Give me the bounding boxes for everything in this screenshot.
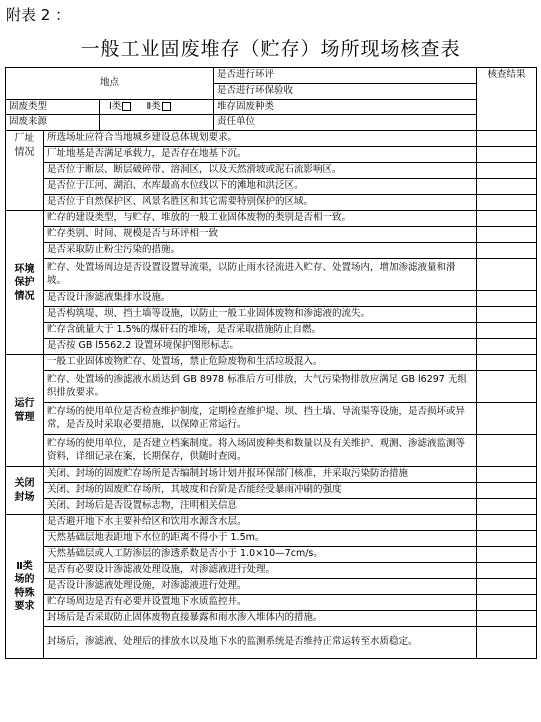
- result-cell[interactable]: [477, 147, 537, 163]
- check-item: 贮存的建设类型，与贮存、堆放的一般工业固体废物的类别是否相一致。: [44, 211, 477, 227]
- check-item: 是否构筑堤、坝、挡土墙等设施，以防止一般工业固体废物和渗滤液的流失。: [44, 307, 477, 323]
- check-item: 是否设计渗滤液处理设施，对渗滤液进行处理。: [44, 579, 477, 595]
- table-row: [6, 627, 537, 659]
- check-item: 是否位于自然保护区、风景名胜区和其它需要特别保护的区域。: [44, 195, 477, 211]
- table-row: [6, 227, 537, 243]
- waste-source-value: [100, 115, 214, 131]
- check-item: 关闭、封场后是否设置标志物，注明相关信息: [44, 499, 477, 515]
- result-cell[interactable]: [477, 403, 537, 435]
- result-cell[interactable]: [477, 355, 537, 371]
- check-item: 贮存场周边是否有必要并设置地下水质监控井。: [44, 595, 477, 611]
- result-cell[interactable]: [477, 547, 537, 563]
- result-cell[interactable]: [477, 627, 537, 659]
- result-cell[interactable]: [477, 307, 537, 323]
- result-cell[interactable]: [477, 163, 537, 179]
- check-item: 天然基础层或人工防渗层的渗透系数是否小于 1.0×10—7cm/s。: [44, 547, 477, 563]
- table-row: [6, 291, 537, 307]
- check-item: 是否设计渗滤液集排水设施。: [44, 291, 477, 307]
- type2-checkbox[interactable]: [162, 102, 171, 111]
- table-row: [6, 467, 537, 483]
- check-item: 是否有必要设计渗滤液处理设施，对渗滤液进行处理。: [44, 563, 477, 579]
- waste-type-label: 固废类型: [6, 99, 100, 115]
- check-item: 封场后，渗滤液、处理后的排放水以及地下水的监测系统是否维持正常运转至水质稳定。: [44, 627, 477, 659]
- check-item: 是否采取防止粉尘污染的措施。: [44, 243, 477, 259]
- table-row: [6, 483, 537, 499]
- table-row: [6, 211, 537, 227]
- check-item: 是否位于江河、湖泊、水库最高水位线以下的滩地和洪泛区。: [44, 179, 477, 195]
- result-cell[interactable]: [477, 131, 537, 147]
- result-cell[interactable]: [477, 531, 537, 547]
- table-row: [6, 323, 537, 339]
- check-item: 所选场址应符合当地城乡建设总体规划要求。: [44, 131, 477, 147]
- check-item: 是否位于断层、断层破碎带、溶洞区，以及天然滑坡或泥石流影响区。: [44, 163, 477, 179]
- result-cell[interactable]: [477, 323, 537, 339]
- table-row: [6, 515, 537, 531]
- location-label: 地点: [6, 68, 214, 100]
- eia-label: 是否进行环评: [214, 68, 477, 84]
- result-cell[interactable]: [477, 243, 537, 259]
- appendix-label: 附表 2 ：: [6, 6, 71, 24]
- result-cell[interactable]: [477, 595, 537, 611]
- table-row: [6, 499, 537, 515]
- inspection-table: [5, 67, 537, 659]
- table-row: [6, 611, 537, 627]
- waste-type-options: [100, 99, 214, 115]
- eia-acceptance-label: 是否进行环保验收: [214, 83, 477, 99]
- check-item: 关闭、封场的固废贮存场所是否编制封场计划并报环保部门核准，并采取污染防治措施: [44, 467, 477, 483]
- page-title: 一般工业固废堆存（贮存）场所现场核查表: [80, 38, 461, 60]
- table-row: [6, 547, 537, 563]
- check-item: 厂址地基是否满足承载力，是否存在地基下沉。: [44, 147, 477, 163]
- result-cell[interactable]: [477, 211, 537, 227]
- table-row: [6, 403, 537, 435]
- waste-source-label: 固废来源: [6, 115, 100, 131]
- table-row: [6, 435, 537, 467]
- result-cell[interactable]: [477, 563, 537, 579]
- result-cell[interactable]: [477, 259, 537, 291]
- check-item: 是否按 GB l5562.2 设置环境保护图形标志。: [44, 339, 477, 355]
- type2-label: Ⅱ类: [146, 100, 161, 112]
- responsible-unit-label: 责任单位: [214, 115, 477, 131]
- section-label: Ⅱ类 场的 特殊 要求: [6, 515, 44, 659]
- table-row: [6, 531, 537, 547]
- type1-checkbox[interactable]: [122, 102, 131, 111]
- check-item: 是否避开地下水主要补给区和饮用水源含水层。: [44, 515, 477, 531]
- section-label: 关闭 封场: [6, 467, 44, 515]
- table-row: [6, 307, 537, 323]
- check-item: 贮存、处置场的渗滤液水质达到 GB 8978 标准后方可排放，大气污染物排放应满足 GB l6297 无组织排放要求。: [44, 371, 477, 403]
- result-cell[interactable]: [477, 339, 537, 355]
- result-cell[interactable]: [477, 611, 537, 627]
- table-row: [6, 371, 537, 403]
- result-cell[interactable]: [477, 483, 537, 499]
- check-item: 天然基础层地表距地下水位的距离不得小于 1.5m。: [44, 531, 477, 547]
- check-item: 贮存场的使用单位是否检查维护制度，定期检查维护堤、坝、挡土墙、导流渠等设施，是否损坏或异常，是否及时采取必要措施，以保障正常运行。: [44, 403, 477, 435]
- result-cell[interactable]: [477, 515, 537, 531]
- result-cell[interactable]: [477, 195, 537, 211]
- result-cell[interactable]: [477, 499, 537, 515]
- table-row: [6, 339, 537, 355]
- table-row: [6, 147, 537, 163]
- check-item: 贮存、处置场周边是否设置设置导流渠，以防止雨水径流进入贮存、处置场内，增加渗滤液量和滑坡。: [44, 259, 477, 291]
- table-row: [6, 179, 537, 195]
- check-item: 一般工业固体废物贮存、处置场，禁止危险废物和生活垃圾混入。: [44, 355, 477, 371]
- section-label: 环境 保护 情况: [6, 211, 44, 355]
- result-cell[interactable]: [477, 291, 537, 307]
- table-row: [6, 195, 537, 211]
- type1-label: Ⅰ类: [109, 100, 122, 112]
- table-row: [6, 131, 537, 147]
- result-header: 核查结果: [477, 68, 537, 131]
- result-cell[interactable]: [477, 579, 537, 595]
- result-cell[interactable]: [477, 435, 537, 467]
- check-item: 贮存类别、时间、规模是否与环评相一致: [44, 227, 477, 243]
- result-cell[interactable]: [477, 227, 537, 243]
- table-row: [6, 563, 537, 579]
- table-row: [6, 355, 537, 371]
- table-row: [6, 595, 537, 611]
- result-cell[interactable]: [477, 371, 537, 403]
- table-row: [6, 579, 537, 595]
- result-cell[interactable]: [477, 467, 537, 483]
- check-item: 封场后是否采取防止固体废物直接暴露和雨水渗入堆体内的措施。: [44, 611, 477, 627]
- table-row: [6, 259, 537, 291]
- stored-type-label: 堆存固废种类: [214, 99, 477, 115]
- table-row: [6, 243, 537, 259]
- check-item: 贮存含硫量大于 1.5%的煤矸石的堆场，是否采取措施防止自燃。: [44, 323, 477, 339]
- result-cell[interactable]: [477, 179, 537, 195]
- section-label: 运行 管理: [6, 355, 44, 467]
- check-item: 关闭、封场的固废贮存场所，其坡度和台阶是否能经受暴雨冲刷的强度: [44, 483, 477, 499]
- section-label: 厂址 情况: [6, 131, 44, 211]
- table-row: [6, 163, 537, 179]
- check-item: 贮存场的使用单位，是否建立档案制度。将入场固废种类和数量以及有关维护、观测、渗滤液监测等资料，详细记录在案，长期保存，供随时查阅。: [44, 435, 477, 467]
